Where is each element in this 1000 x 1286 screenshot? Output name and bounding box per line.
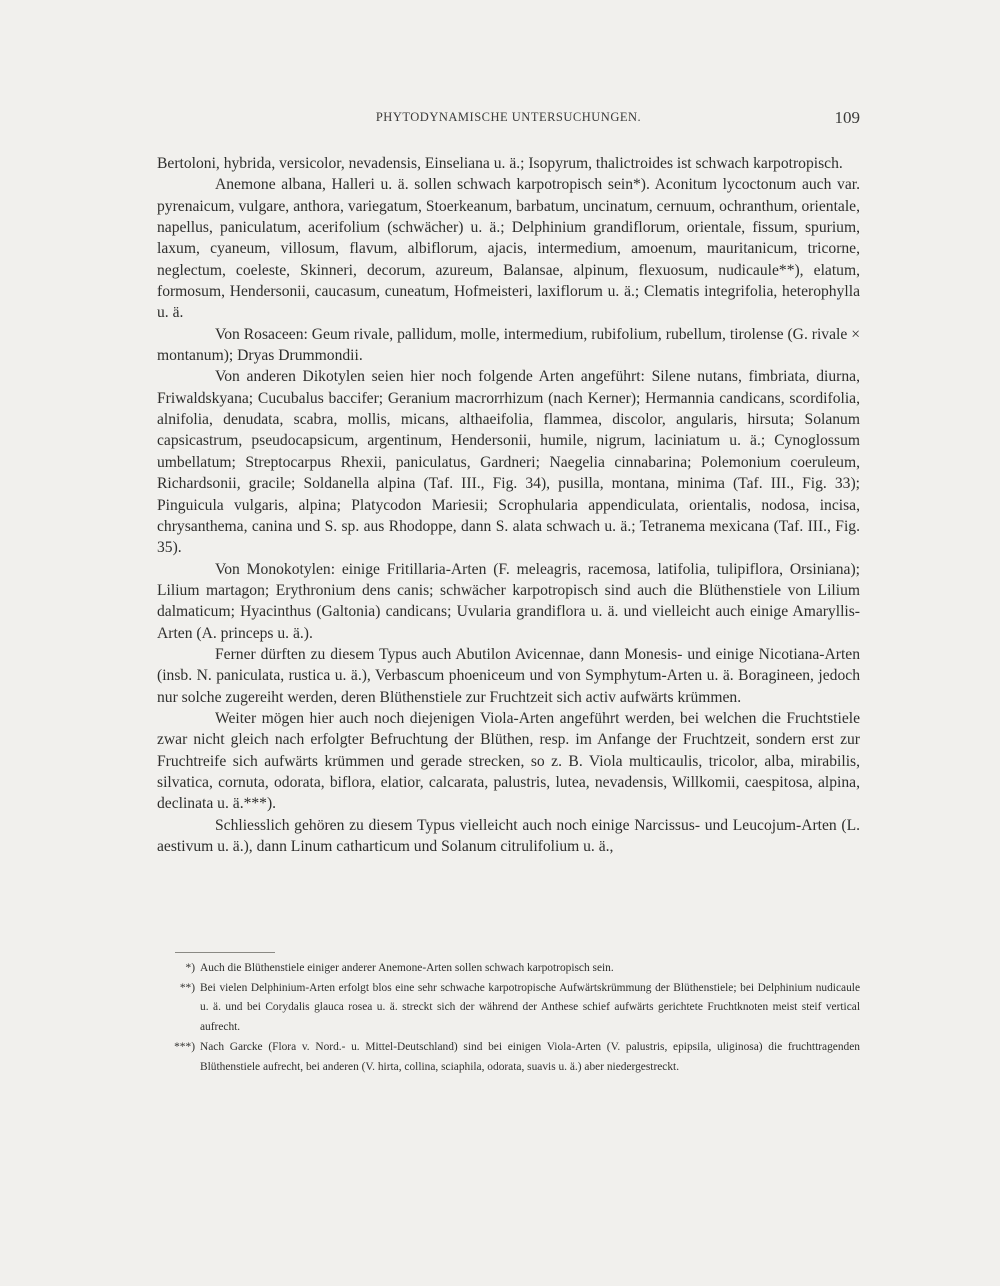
- footnote-mark: **): [179, 981, 195, 994]
- main-text: [157, 153, 860, 857]
- footnote: [157, 979, 860, 1038]
- footnote-text: Auch die Blüthenstiele einiger anderer Anemone-Arten sollen schwach karpotropisch sein.: [200, 962, 614, 974]
- paragraph: Von Monokotylen: einige Fritillaria-Arten (F. meleagris, racemosa, latifolia, tulipiflora, Orsiniana); Lilium martagon; Erythronium dens canis; schwächer karpotropisch sind auch die Blüthenstiele von Lilium dalmaticum; Hyacinthus (Galtonia) candicans; Uvularia grandiflora u. ä. und vielleicht auch einige Amaryllis-Arten (A. princeps u. ä.).: [157, 560, 860, 642]
- footnote-separator: [175, 952, 275, 953]
- paragraph: Weiter mögen hier auch noch diejenigen Viola-Arten angeführt werden, bei welchen die Fruchtstiele zwar nicht gleich nach erfolgter Befruchtung der Blüthen, resp. im Anfange der Fruchtzeit, sondern erst zur Fruchtreife sich aufwärts krümmen und gerade strecken, so z. B. Viola multicaulis, tricolor, alba, mirabilis, silvatica, cornuta, odorata, biflora, elatior, calcarata, palustris, lutea, nevadensis, Willkomii, caespitosa, alpina, declinata u. ä.***).: [157, 709, 860, 813]
- footnote: [157, 1038, 860, 1077]
- footnote-text: Bei vielen Delphinium-Arten erfolgt blos eine sehr schwache karpotropische Aufwärtskrümmung der Blüthenstiele; bei Delphinium nudicaule u. ä. und bei Corydalis glauca rosea u. ä. streckt sich der während der Anthese schief aufwärts gerichtete Fruchtknoten meist steif vertical aufrecht.: [200, 981, 860, 1034]
- footnote-mark: *): [185, 962, 195, 974]
- running-title: PHYTODYNAMISCHE UNTERSUCHUNGEN.: [375, 110, 642, 124]
- paragraph: Schliesslich gehören zu diesem Typus vielleicht auch noch einige Narcissus- und Leucojum-Arten (L. aestivum u. ä.), dann Linum catharticum und Solanum citrulifolium u. ä.,: [157, 816, 860, 855]
- paragraph: Ferner dürften zu diesem Typus auch Abutilon Avicennae, dann Monesis- und einige Nicotiana-Arten (insb. N. paniculata, rustica u. ä.), Verbascum phoeniceum und von Symphytum-Arten u. ä. Boragineen, jedoch nur solche zugereiht werden, deren Blüthenstiele zur Fruchtzeit sich activ aufwärts krümmen.: [157, 645, 860, 706]
- paragraph: Von anderen Dikotylen seien hier noch folgende Arten angeführt: Silene nutans, fimbriata, diurna, Friwaldskyana; Cucubalus baccifer; Geranium macrorrhizum (nach Kerner); Hermannia candicans, scordifolia, alnifolia, denudata, scabra, mollis, micans, althaeifolia, flammea, discolor, angularis, hirsuta; Solanum capsicastrum, pseudocapsicum, argentinum, Hendersonii, humile, nigrum, laciniatum u. ä.; Cynoglossum umbellatum; Streptocarpus Rhexii, paniculatus, Gardneri; Naegelia cinnabarina; Polemonium coeruleum, Richardsonii, gracile; Soldanella alpina (Taf. III., Fig. 34), pusilla, montana, minima (Taf. III., Fig. 33); Pinguicula vulgaris, alpina; Platycodon Mariesii; Scrophularia appendiculata, orientalis, nodosa, incisa, chrysanthema, canina und S. sp. aus Rhodoppe, dann S. alata schwach u. ä.; Tetranema mexicana (Taf. III., Fig. 35).: [157, 368, 860, 557]
- footnote-mark: ***): [174, 1040, 195, 1053]
- footnotes: [157, 959, 860, 1077]
- paragraph: Anemone albana, Halleri u. ä. sollen schwach karpotropisch sein*). Aconitum lycoctonum auch var. pyrenaicum, vulgare, anthora, variegatum, Stoerkeanum, barbatum, uncinatum, cernuum, ochranthum, orientale, napellus, paniculatum, acerifolium (schwächer) u. ä.; Delphinium grandiflorum, orientale, fissum, spurium, laxum, cyaneum, villosum, flavum, albiflorum, ajacis, intermedium, amoenum, mauritanicum, tricorne, neglectum, coeleste, Skinneri, decorum, azureum, Balansae, alpinum, flexuosum, nudicaule**), elatum, formosum, Hendersonii, caucasum, cuneatum, Hofmeisteri, laxiflorum u. ä.; Clematis integrifolia, heterophylla u. ä.: [157, 176, 860, 322]
- page-number: 109: [834, 108, 860, 127]
- footnote-text: Nach Garcke (Flora v. Nord.- u. Mittel-Deutschland) sind bei einigen Viola-Arten (V. palustris, epipsila, uliginosa) die fruchttragenden Blüthenstiele aufrecht, bei anderen (V. hirta, collina, sciaphila, odorata, suavis u. ä.) aber niedergestreckt.: [200, 1040, 860, 1073]
- paragraph: Bertoloni, hybrida, versicolor, nevadensis, Einseliana u. ä.; Isopyrum, thalictroides ist schwach karpotropisch.: [157, 155, 843, 172]
- footnote: [157, 959, 860, 979]
- paragraph: Von Rosaceen: Geum rivale, pallidum, molle, intermedium, rubifolium, rubellum, tirolense (G. rivale × montanum); Dryas Drummondii.: [157, 325, 860, 365]
- page-header: [157, 108, 860, 134]
